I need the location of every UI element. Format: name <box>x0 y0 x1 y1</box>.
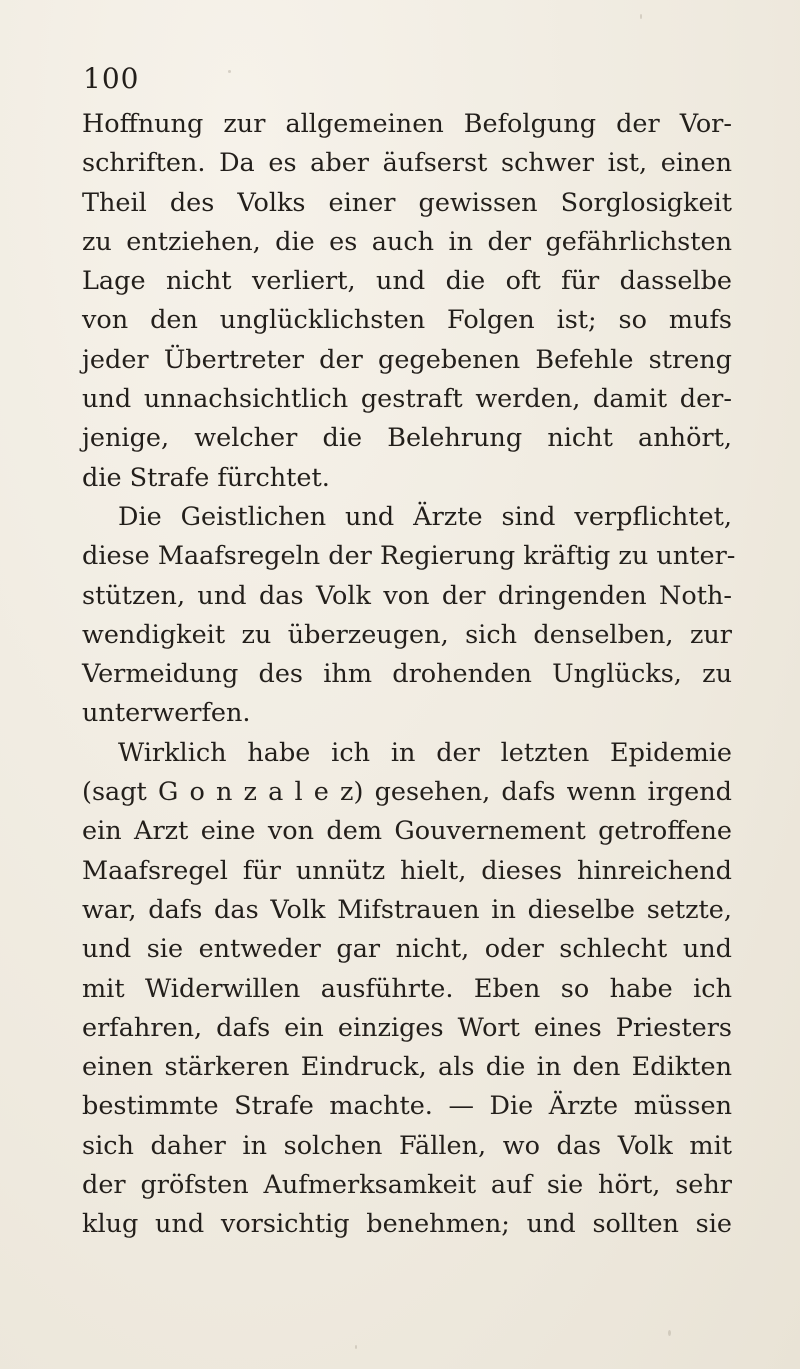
paper-speck <box>355 1345 357 1349</box>
text-line: Hoffnung zur allgemeinen Befolgung der Vor- <box>82 109 732 139</box>
paper-speck <box>228 70 231 73</box>
text-line: erfahren, dafs ein einziges Wort eines Priesters <box>82 1012 732 1043</box>
text-line: jenige, welcher die Belehrung nicht anhört, <box>82 423 732 454</box>
text-line: stützen, und das Volk von der dringenden Noth- <box>82 580 732 611</box>
text-line: sich daher in solchen Fällen, wo das Volk mit <box>82 1130 732 1161</box>
text-line: Maafsregel für unnütz hielt, dieses hinreichend <box>82 855 732 886</box>
text-line: zu entziehen, die es auch in der gefährlichsten <box>82 226 732 257</box>
paragraph-start-line: Die Geistlichen und Ärzte sind verpflichtet, <box>118 501 732 532</box>
paragraph-start-line: Wirklich habe ich in der letzten Epidemie <box>118 737 732 768</box>
text-line: schriften. Da es aber äufserst schwer ist, einen <box>82 148 732 179</box>
paper-speck <box>668 1330 671 1336</box>
text-line: war, dafs das Volk Mifstrauen in dieselbe setzte, <box>82 894 732 925</box>
text-line: der gröfsten Aufmerksamkeit auf sie hört, sehr <box>82 1170 732 1201</box>
text-line: einen stärkeren Eindruck, als die in den Edikten <box>82 1052 732 1083</box>
text-line: klug und vorsichtig benehmen; und sollten sie <box>82 1209 732 1240</box>
text-line: bestimmte Strafe machte. — Die Ärzte müssen <box>82 1091 732 1122</box>
text-line: (sagt G o n z a l e z) gesehen, dafs wenn irgend <box>82 777 732 808</box>
text-line: jeder Übertreter der gegebenen Befehle streng <box>82 344 732 375</box>
text-line: wendigkeit zu überzeugen, sich denselben, zur <box>82 619 732 650</box>
text-line: ein Arzt eine von dem Gouvernement getroffene <box>82 816 732 847</box>
text-line: Theil des Volks einer gewissen Sorglosigkeit <box>82 187 732 218</box>
text-line: und unnachsichtlich gestraft werden, damit der- <box>82 384 732 415</box>
text-line: Lage nicht verliert, und die oft für dasselbe <box>82 266 732 297</box>
text-line: von den unglücklichsten Folgen ist; so mufs <box>82 305 732 336</box>
text-line: und sie entweder gar nicht, oder schlecht und <box>82 934 732 965</box>
page-number: 100 <box>83 62 140 95</box>
text-line: Vermeidung des ihm drohenden Unglücks, zu <box>82 659 732 690</box>
text-line: mit Widerwillen ausführte. Eben so habe ich <box>82 973 732 1004</box>
body-text <box>82 105 736 1245</box>
text-line: diese Maafsregeln der Regierung kräftig zu unter- <box>82 541 736 572</box>
text-line: unterwerfen. <box>82 698 251 729</box>
paper-speck <box>640 14 642 19</box>
text-line: die Strafe fürchtet. <box>82 462 330 493</box>
